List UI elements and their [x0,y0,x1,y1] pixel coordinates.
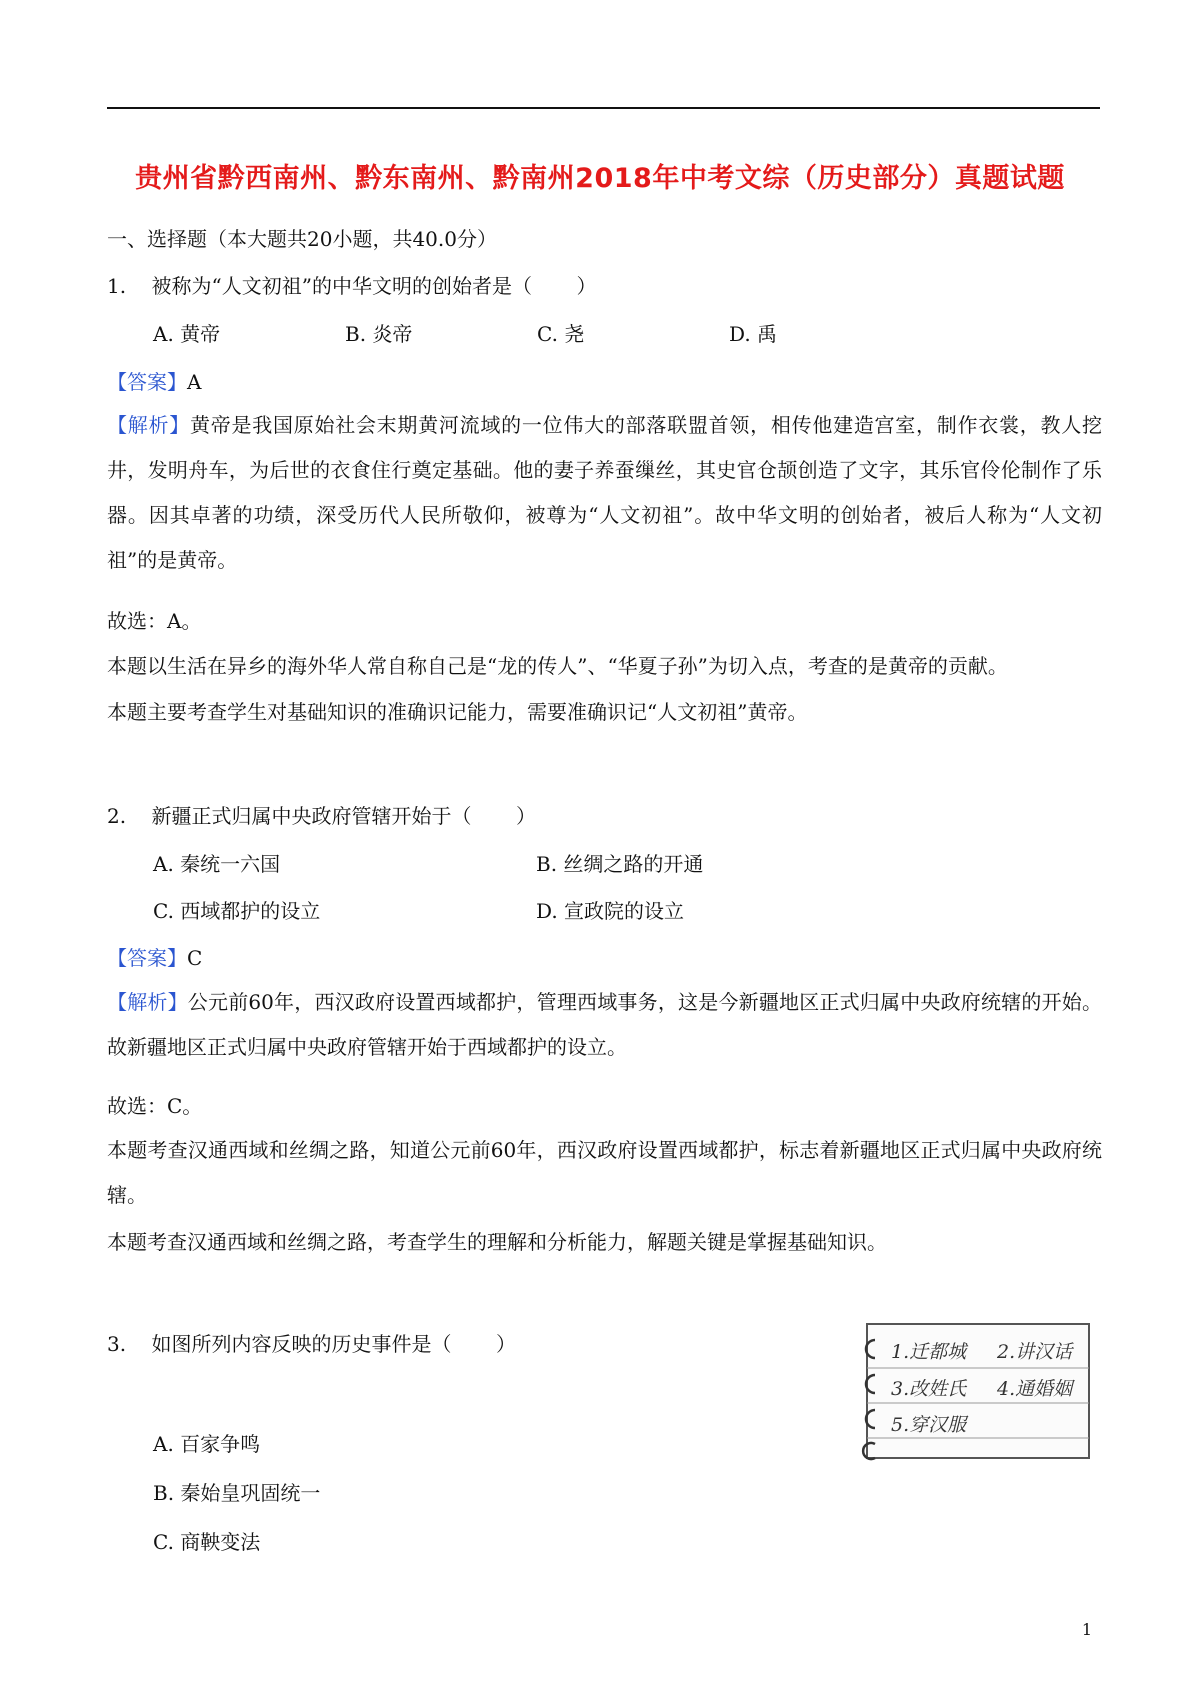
q2-analysis-text: 公元前60年，西汉政府设置西域都护，管理西域事务，这是今新疆地区正式归属中央政府统辖的开始。故新疆地区正式归属中央政府管辖开始于西域都护的设立。 [107,990,1102,1059]
q1-option-d: D. 禹 [729,322,778,346]
figure-item-2: 2.讲汉话 [997,1341,1073,1363]
section-heading: 一、选择题（本大题共20小题，共40.0分） [107,227,497,251]
answer-tag: 【答案】 [107,946,187,970]
notebook-figure [845,1318,1093,1463]
answer-tag: 【答案】 [107,370,187,394]
question-3-stem: 3. 如图所列内容反映的历史事件是（ ） [107,1332,517,1356]
q2-option-c: C. 西域都护的设立 [153,899,321,923]
q1-option-a: A. 黄帝 [153,322,221,346]
q2-option-b: B. 丝绸之路的开通 [536,852,704,876]
q1-analysis [107,403,1102,583]
figure-item-5: 5.穿汉服 [891,1414,967,1436]
analysis-tag: 【解析】 [107,413,190,437]
q1-comment-2: 本题主要考查学生对基础知识的准确识记能力，需要准确识记“人文初祖”黄帝。 [107,700,808,724]
q1-choice: 故选：A。 [107,609,202,633]
figure-item-3: 3.改姓氏 [891,1378,967,1400]
q2-comment-2: 本题考查汉通西域和丝绸之路，考查学生的理解和分析能力，解题关键是掌握基础知识。 [107,1230,887,1254]
q1-comment-1: 本题以生活在异乡的海外华人常自称自己是“龙的传人”、“华夏子孙”为切入点，考查的是黄帝的贡献。 [107,654,1008,678]
q2-analysis [107,980,1102,1070]
q2-comment-1: 本题考查汉通西域和丝绸之路，知道公元前60年，西汉政府设置西域都护，标志着新疆地区正式归属中央政府统辖。 [107,1138,1102,1207]
q3-option-c: C. 商鞅变法 [153,1530,261,1554]
page-number: 1 [1081,1620,1092,1639]
q2-answer-value: C [187,946,203,970]
q2-option-a: A. 秦统一六国 [153,852,281,876]
q1-answer-value: A [187,370,202,394]
q2-option-d: D. 宣政院的设立 [536,899,685,923]
header-rule [107,107,1100,109]
page-title: 贵州省黔西南州、黔东南州、黔南州2018年中考文综（历史部分）真题试题 [135,163,1065,194]
question-1-stem: 1. 被称为“人文初祖”的中华文明的创始者是（ ） [107,274,597,298]
q3-option-a: A. 百家争鸣 [153,1432,261,1456]
q1-option-b: B. 炎帝 [345,322,413,346]
q1-option-c: C. 尧 [537,322,585,346]
q1-analysis-text: 黄帝是我国原始社会末期黄河流域的一位伟大的部落联盟首领，相传他建造宫室，制作衣裳，教人挖井，发明舟车，为后世的衣食住行奠定基础。他的妻子养蚕缫丝，其史官仓颉创造了文字，其乐官伶伦制作了乐器。因其卓著的功绩，深受历代人民所敬仰，被尊为“人文初祖”。故中华文明的创始者，被后人称为“人文初祖”的是黄帝。 [107,413,1103,572]
figure-item-4: 4.通婚姻 [997,1378,1073,1400]
analysis-tag: 【解析】 [107,990,188,1014]
q1-answer [107,366,201,395]
q2-answer [107,942,202,971]
q2-choice: 故选：C。 [107,1094,203,1118]
question-2-stem: 2. 新疆正式归属中央政府管辖开始于（ ） [107,804,537,828]
figure-item-1: 1.迁都城 [891,1341,967,1363]
q3-option-b: B. 秦始皇巩固统一 [153,1481,321,1505]
notebook-figure-svg [845,1318,1093,1463]
